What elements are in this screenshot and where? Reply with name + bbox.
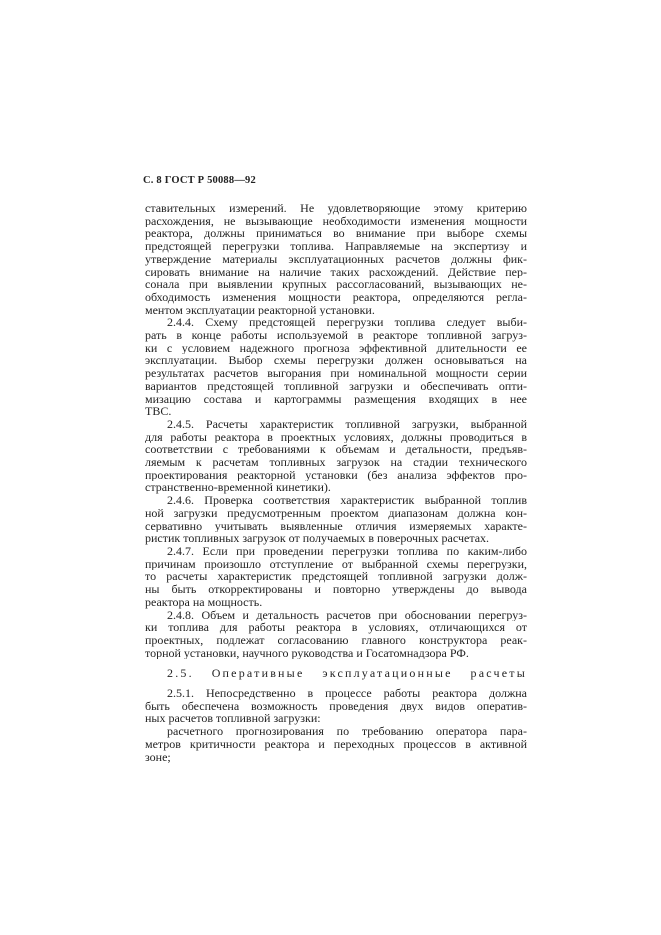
paragraph	[145, 687, 527, 725]
document-body	[145, 202, 527, 763]
text-line: ки с условием надежного прогноза эффективной длительности ее	[145, 341, 527, 355]
text-line: ментом эксплуатации реакторной установки.	[145, 303, 375, 317]
paragraph	[145, 494, 527, 545]
text-line: 2.4.5. Расчеты характеристик топливной загрузки, выбранной	[167, 417, 527, 431]
text-line: быть обеспечена возможность проведения двух видов оператив-	[145, 699, 527, 713]
text-line: ристик топливных загрузок от получаемых в поверочных расчетах.	[145, 532, 490, 545]
text-line: торной установки, научного руководства и Госатомнадзора РФ.	[145, 646, 469, 660]
text-line: результатах расчетов выгорания при номинальной мощности серии	[145, 367, 527, 380]
text-line: реактора на мощность.	[145, 595, 263, 609]
text-line: вариантов предстоящей топливной загрузки и обеспечивать опти-	[145, 379, 527, 393]
text-line: расчетного прогнозирования по требованию оператора пара-	[167, 725, 527, 738]
text-line: 2.4.7. Если при проведении перегрузки топлива по каким-либо	[167, 544, 527, 558]
text-line: 2.4.4. Схему предстоящей перегрузки топлива следует выби-	[167, 316, 527, 330]
text-line: предстоящей перегрузки топлива. Направляемые на экспертизу и	[145, 240, 527, 253]
text-line: соответствии с требованиями к объемам и детальности, предъяв-	[145, 443, 527, 457]
text-line: проектных, подлежат согласованию главного конструктора реак-	[145, 633, 527, 647]
text-line: ных расчетов топливной загрузки:	[145, 712, 321, 726]
text-line: сервативно учитывать выявленные отличия измеряемых характе-	[145, 519, 527, 533]
text-line: проектирования реакторной установки (без анализа эффектов про-	[145, 468, 527, 482]
section-heading: 2.5. Оперативные эксплуатационные расчеты	[167, 666, 527, 681]
paragraph	[145, 609, 527, 660]
paragraph	[145, 418, 527, 494]
text-line: эксплуатации. Выбор схемы перегрузки должен основываться на	[145, 354, 527, 368]
text-line: 2.4.6. Проверка соответствия характеристик выбранной топлив	[167, 494, 527, 507]
paragraph	[145, 725, 527, 763]
page-header: С. 8 ГОСТ Р 50088—92	[143, 175, 256, 186]
text-line: то расчеты характеристик предстоящей топливной загрузки долж-	[145, 570, 527, 584]
text-line: расхождения, не вызывающие необходимости изменения мощности	[145, 214, 527, 228]
text-line: для работы реактора в проектных условиях, должны проводиться в	[145, 430, 527, 444]
text-line: странственно-временной кинетики).	[145, 481, 331, 495]
text-line: ставительных измерений. Не удовлетворяющие этому критерию	[145, 202, 527, 215]
text-line: ны быть откорректированы и повторно утверждены до вывода	[145, 583, 527, 596]
text-line: утверждение материалы эксплуатационных расчетов должны фик-	[145, 252, 527, 266]
text-line: ляемым к расчетам топливных загрузок на стадии технического	[145, 456, 527, 469]
text-line: причинам произошло отступление от выбранной схемы перегрузки,	[145, 557, 527, 571]
text-line: реактора, должны приниматься во внимание при выборе схемы	[145, 227, 527, 241]
text-line: ной загрузки предусмотренным проектом диапазонам должна кон-	[145, 506, 527, 520]
text-line: сировать внимание на наличие таких расхождений. Действие пер-	[145, 265, 527, 279]
text-line: метров критичности реактора и переходных процессов в активной	[145, 737, 527, 751]
paragraph	[145, 316, 527, 418]
paragraph	[145, 202, 527, 316]
text-line: зоне;	[145, 750, 171, 764]
paragraph	[145, 545, 527, 609]
text-line: ки топлива для работы реактора в условиях, отличающихся от	[145, 621, 527, 634]
text-line: сонала при выявлении крупных рассогласований, вызывающих не-	[145, 278, 527, 291]
text-line: мизацию состава и картограммы размещения входящих в нее	[145, 392, 527, 406]
text-line: 2.4.8. Объем и детальность расчетов при обосновании перегруз-	[167, 608, 527, 622]
text-line: 2.5.1. Непосредственно в процессе работы реактора должна	[167, 687, 527, 700]
text-line: ТВС.	[145, 405, 172, 418]
text-line: рать в конце работы используемой в реакторе топливной загруз-	[145, 329, 527, 342]
text-line: обходимость изменения мощности реактора, определяются регла-	[145, 290, 527, 304]
